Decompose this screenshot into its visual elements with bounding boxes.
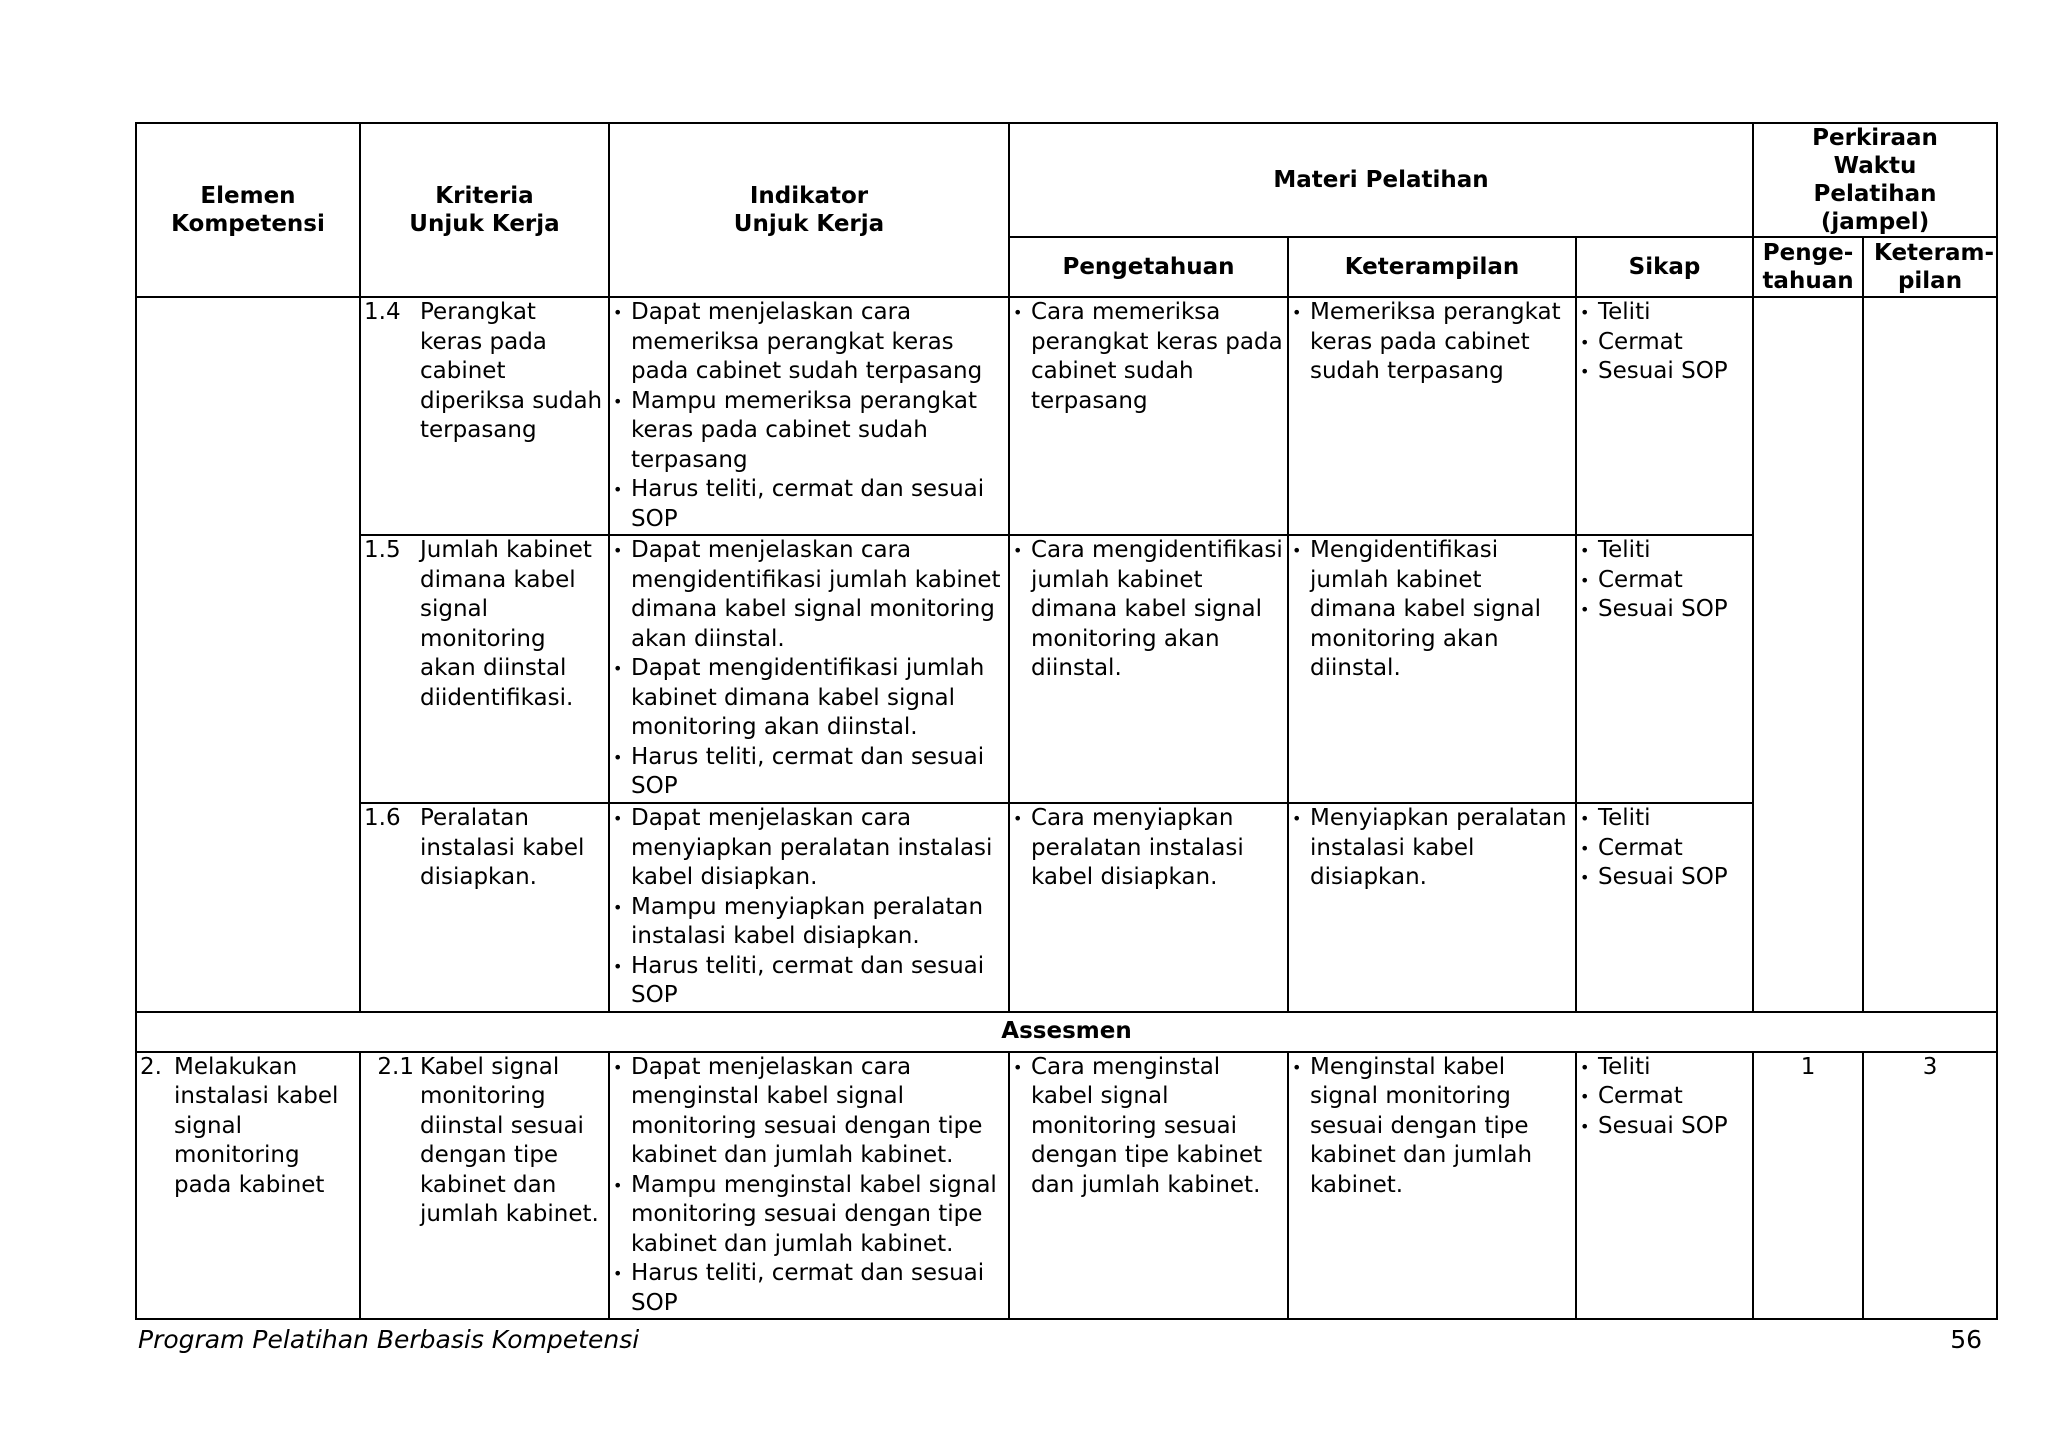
sikap-item: • Cermat <box>1580 1082 1749 1112</box>
kriteria-text: Peralatan instalasi kabel disiapkan. <box>420 805 585 890</box>
elemen-text: Melakukan instalasi kabel signal monitoring pada kabinet <box>174 1053 339 1198</box>
kriteria-cell <box>360 803 609 1012</box>
table-row <box>136 803 1997 1012</box>
table-row <box>136 1052 1997 1320</box>
indikator-item: • Harus teliti, cermat dan sesuai SOP <box>613 1259 1005 1318</box>
keterampilan-cell <box>1288 535 1576 803</box>
kriteria-cell <box>360 297 609 535</box>
kriteria-text: Kabel signal monitoring diinstal sesuai dengan tipe kabinet dan jumlah kabinet. <box>420 1053 599 1227</box>
sikap-cell <box>1576 297 1753 535</box>
keterampilan-cell <box>1288 297 1576 535</box>
table-row <box>136 297 1997 535</box>
keterampilan-item: • Memeriksa perangkat keras pada cabinet sudah terpasang <box>1292 298 1572 387</box>
header-keterampilan: Keterampilan <box>1288 237 1576 297</box>
page-number: 56 <box>1950 1325 1982 1354</box>
sikap-item: • Teliti <box>1580 1053 1749 1083</box>
competency-table <box>135 122 1998 1320</box>
sikap-item: • Cermat <box>1580 566 1749 596</box>
sikap-cell <box>1576 1052 1753 1320</box>
jampel-keterampilan-cell-empty <box>1863 297 1997 1012</box>
indikator-item: • Dapat menjelaskan cara menyiapkan peralatan instalasi kabel disiapkan. <box>613 804 1005 893</box>
sikap-item: • Teliti <box>1580 298 1749 328</box>
kriteria-number: 1.5 <box>364 537 401 563</box>
indikator-cell <box>609 803 1009 1012</box>
indikator-item: • Mampu menyiapkan peralatan instalasi kabel disiapkan. <box>613 893 1005 952</box>
kriteria-number: 1.6 <box>364 805 401 831</box>
kriteria-text: Perangkat keras pada cabinet diperiksa sudah terpasang <box>420 299 603 443</box>
sikap-item: • Sesuai SOP <box>1580 357 1749 387</box>
jampel-keterampilan-value: 3 <box>1863 1052 1997 1320</box>
elemen-number: 2. <box>140 1053 162 1080</box>
indikator-item: • Harus teliti, cermat dan sesuai SOP <box>613 952 1005 1011</box>
table-row <box>136 535 1997 803</box>
indikator-item: • Mampu menginstal kabel signal monitoring sesuai dengan tipe kabinet dan jumlah kabinet. <box>613 1171 1005 1260</box>
header-keteram-pilan: Keteram- pilan <box>1863 237 1997 297</box>
kriteria-cell <box>360 1052 609 1320</box>
indikator-item: • Harus teliti, cermat dan sesuai SOP <box>613 475 1005 534</box>
sikap-item: • Sesuai SOP <box>1580 863 1749 893</box>
pengetahuan-cell <box>1009 803 1288 1012</box>
indikator-cell <box>609 535 1009 803</box>
keterampilan-item: • Menyiapkan peralatan instalasi kabel disiapkan. <box>1292 804 1572 893</box>
header-indikator: Indikator Unjuk Kerja <box>609 123 1009 297</box>
pengetahuan-cell <box>1009 1052 1288 1320</box>
elemen-cell <box>136 1052 360 1320</box>
header-materi: Materi Pelatihan <box>1009 123 1753 237</box>
kriteria-text: Jumlah kabinet dimana kabel signal monitoring akan diinstal diidentifikasi. <box>420 537 592 711</box>
pengetahuan-item: • Cara memeriksa perangkat keras pada cabinet sudah terpasang <box>1013 298 1284 416</box>
indikator-item: • Mampu memeriksa perangkat keras pada cabinet sudah terpasang <box>613 387 1005 476</box>
sikap-item: • Teliti <box>1580 804 1749 834</box>
indikator-cell <box>609 297 1009 535</box>
indikator-item: • Harus teliti, cermat dan sesuai SOP <box>613 743 1005 802</box>
kriteria-cell <box>360 535 609 803</box>
keterampilan-item: • Mengidentifikasi jumlah kabinet dimana kabel signal monitoring akan diinstal. <box>1292 536 1572 684</box>
assesmen-row <box>136 1012 1997 1052</box>
pengetahuan-item: • Cara mengidentifikasi jumlah kabinet dimana kabel signal monitoring akan diinstal. <box>1013 536 1284 684</box>
pengetahuan-item: • Cara menyiapkan peralatan instalasi kabel disiapkan. <box>1013 804 1284 893</box>
sikap-cell <box>1576 535 1753 803</box>
footer-title: Program Pelatihan Berbasis Kompetensi <box>138 1325 640 1354</box>
pengetahuan-cell <box>1009 297 1288 535</box>
indikator-item: • Dapat mengidentifikasi jumlah kabinet dimana kabel signal monitoring akan diinstal. <box>613 654 1005 743</box>
indikator-item: • Dapat menjelaskan cara mengidentifikasi jumlah kabinet dimana kabel signal monitoring akan diinstal. <box>613 536 1005 654</box>
assesmen-label: Assesmen <box>136 1012 1997 1052</box>
keterampilan-cell <box>1288 1052 1576 1320</box>
indikator-item: • Dapat menjelaskan cara memeriksa perangkat keras pada cabinet sudah terpasang <box>613 298 1005 387</box>
header-pengetahuan: Pengetahuan <box>1009 237 1288 297</box>
header-waktu: Perkiraan Waktu Pelatihan (jampel) <box>1753 123 1997 237</box>
indikator-cell <box>609 1052 1009 1320</box>
pengetahuan-item: • Cara menginstal kabel signal monitoring sesuai dengan tipe kabinet dan jumlah kabinet. <box>1013 1053 1284 1201</box>
keterampilan-cell <box>1288 803 1576 1012</box>
sikap-item: • Cermat <box>1580 834 1749 864</box>
pengetahuan-cell <box>1009 535 1288 803</box>
sikap-item: • Sesuai SOP <box>1580 595 1749 625</box>
header-sikap: Sikap <box>1576 237 1753 297</box>
sikap-item: • Cermat <box>1580 328 1749 358</box>
header-penge-tahuan: Penge- tahuan <box>1753 237 1863 297</box>
kriteria-number: 2.1 <box>377 1053 414 1080</box>
header-elemen: Elemen Kompetensi <box>136 123 360 297</box>
jampel-pengetahuan-cell-empty <box>1753 297 1863 1012</box>
elemen-cell-empty <box>136 297 360 1012</box>
indikator-item: • Dapat menjelaskan cara menginstal kabel signal monitoring sesuai dengan tipe kabinet dan jumlah kabinet. <box>613 1053 1005 1171</box>
keterampilan-item: • Menginstal kabel signal monitoring sesuai dengan tipe kabinet dan jumlah kabinet. <box>1292 1053 1572 1201</box>
sikap-item: • Sesuai SOP <box>1580 1112 1749 1142</box>
sikap-cell <box>1576 803 1753 1012</box>
header-kriteria: Kriteria Unjuk Kerja <box>360 123 609 297</box>
jampel-pengetahuan-value: 1 <box>1753 1052 1863 1320</box>
kriteria-number: 1.4 <box>364 299 401 325</box>
sikap-item: • Teliti <box>1580 536 1749 566</box>
